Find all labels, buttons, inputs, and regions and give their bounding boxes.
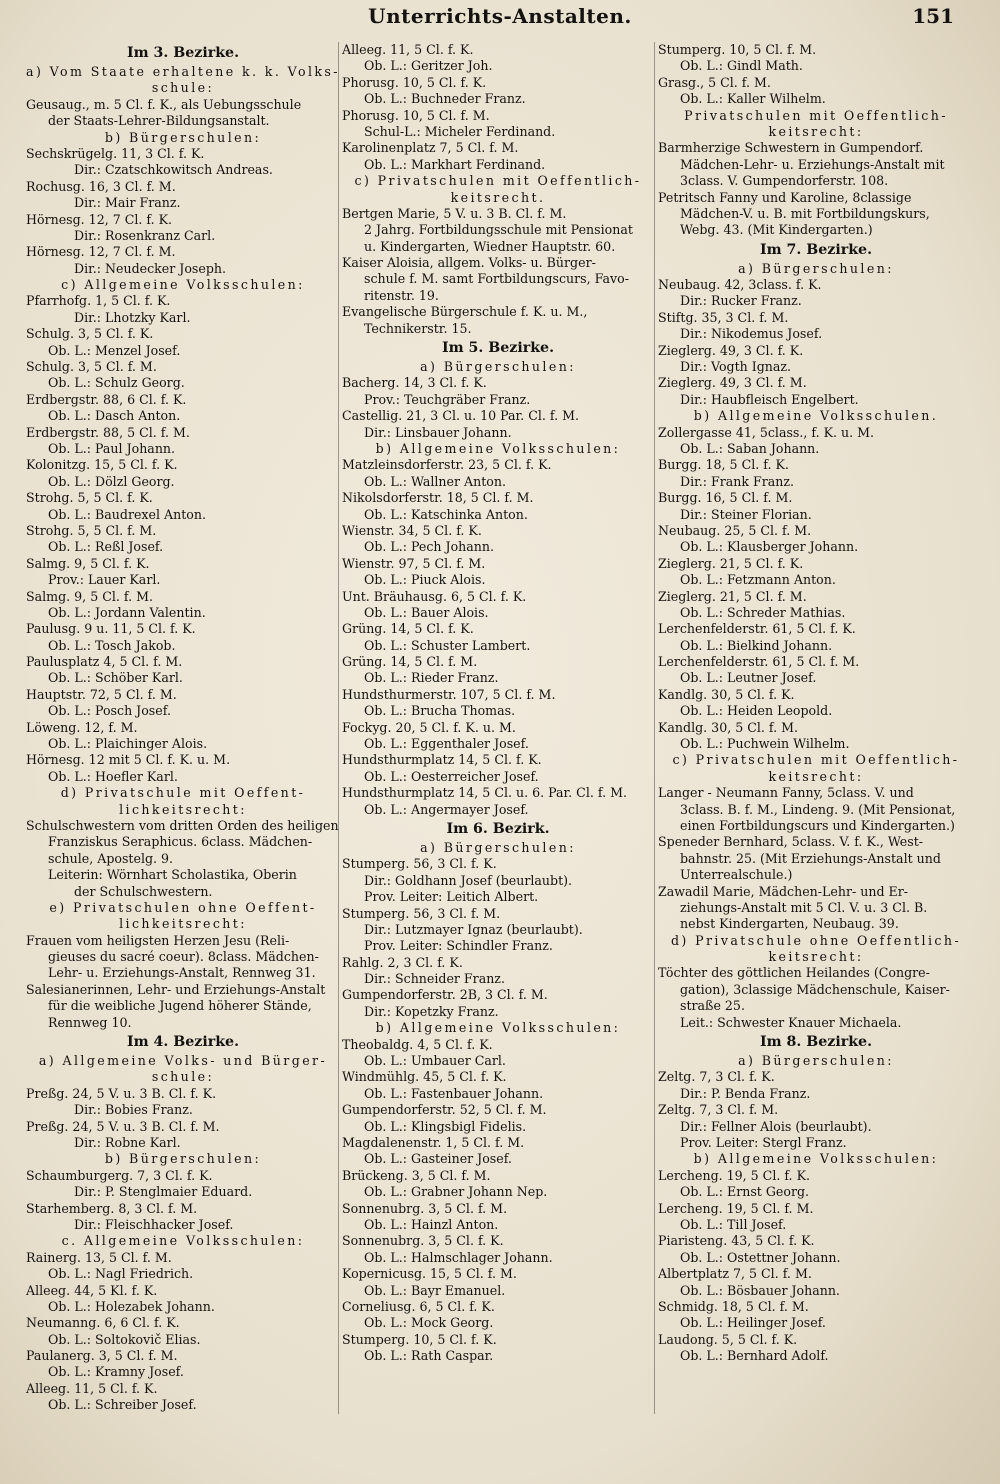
section-heading: lichkeitsrecht: [119, 801, 247, 817]
entry-detail: Ob. L.: Markhart Ferdinand. [364, 156, 546, 172]
section-heading: c) Privatschulen mit Oeffentlich- [354, 173, 642, 189]
school-entry: Zollergasse 41, 5class., f. K. u. M. [658, 424, 875, 440]
school-entry: Grüng. 14, 5 Cl. f. K. [342, 621, 474, 637]
entry-detail: Ob. L.: Bauer Alois. [364, 604, 489, 620]
school-entry: Hauptstr. 72, 5 Cl. f. M. [26, 686, 177, 702]
school-entry: Grasg., 5 Cl. f. M. [658, 74, 771, 90]
column-divider [654, 42, 655, 1414]
section-heading: a) Bürgerschulen: [738, 260, 894, 276]
entry-detail: einen Fortbildungscurs und Kindergarten.) [680, 817, 955, 833]
entry-detail: Dir.: Schneider Franz. [364, 971, 505, 987]
school-entry: Magdalenenstr. 1, 5 Cl. f. M. [342, 1135, 525, 1150]
section-heading: lichkeitsrecht: [119, 916, 247, 932]
entry-detail: Ob. L.: Rieder Franz. [364, 670, 499, 686]
entry-detail: Dir.: Frank Franz. [680, 473, 795, 489]
school-entry: Strohg. 5, 5 Cl. f. K. [26, 490, 153, 506]
entry-detail: straße 25. [680, 998, 745, 1014]
entry-detail: schule, Apostelg. 9. [48, 850, 174, 866]
entry-detail: Ob. L.: Wallner Anton. [364, 473, 506, 489]
school-entry: Kandlg. 30, 5 Cl. f. K. [658, 686, 795, 702]
entry-detail: Dir.: Lhotzky Karl. [74, 309, 191, 325]
entry-detail: Ob. L.: Grabner Johann Nep. [364, 1184, 548, 1200]
entry-detail: 3class. B. f. M., Lindeng. 9. (Mit Pensionat, [680, 801, 956, 817]
school-entry: Neubaug. 42, 3class. f. K. [658, 277, 822, 293]
entry-detail: Dir.: Bobies Franz. [74, 1102, 193, 1118]
entry-detail: Ob. L.: Gindl Math. [680, 58, 803, 74]
entry-detail: Dir.: Kopetzky Franz. [364, 1003, 499, 1019]
section-heading: e) Privatschulen ohne Oeffent- [49, 899, 317, 915]
entry-detail: Ob. L.: Oesterreicher Josef. [364, 768, 539, 784]
section-heading: b) Allgemeine Volksschulen: [693, 1151, 939, 1167]
school-entry: Stumperg. 10, 5 Cl. f. K. [342, 1331, 497, 1347]
entry-detail: Ob. L.: Katschinka Anton. [364, 506, 528, 522]
school-entry: Phorusg. 10, 5 Cl. f. M. [342, 107, 490, 123]
school-entry: Töchter des göttlichen Heilandes (Congre- [658, 965, 930, 981]
page-number: 151 [912, 4, 954, 28]
school-entry: Barmherzige Schwestern in Gumpendorf. [658, 140, 924, 156]
section-heading: a) Bürgerschulen: [420, 359, 576, 375]
school-entry: Schaumburgerg. 7, 3 Cl. f. K. [26, 1167, 213, 1183]
school-entry: Lercheng. 19, 5 Cl. f. M. [658, 1200, 814, 1216]
school-entry: Salmg. 9, 5 Cl. f. K. [26, 555, 150, 571]
school-entry: Schulschwestern vom dritten Orden des heiligen [26, 817, 339, 833]
entry-detail: Prov.: Teuchgräber Franz. [364, 391, 531, 407]
entry-detail: der Schulschwestern. [74, 883, 213, 899]
entry-detail: Ob. L.: Jordann Valentin. [48, 604, 206, 620]
school-entry: Bertgen Marie, 5 V. u. 3 B. Cl. f. M. [342, 205, 567, 221]
school-entry: Petritsch Fanny und Karoline, 8classige [658, 189, 912, 205]
school-entry: Kopernicusg. 15, 5 Cl. f. M. [342, 1266, 517, 1282]
school-entry: Karolinenplatz 7, 5 Cl. f. M. [342, 140, 519, 156]
school-entry: Hundsthurmplatz 14, 5 Cl. u. 6. Par. Cl. f. M. [342, 785, 627, 801]
school-entry: Castellig. 21, 3 Cl. u. 10 Par. Cl. f. M. [342, 408, 579, 424]
entry-detail: Dir.: P. Stenglmaier Eduard. [74, 1184, 253, 1200]
entry-detail: Leiterin: Wörnhart Scholastika, Oberin [48, 867, 297, 883]
entry-detail: Ob. L.: Schreder Mathias. [680, 604, 846, 620]
school-entry: Stumperg. 56, 3 Cl. f. K. [342, 856, 497, 872]
school-entry: Matzleinsdorferstr. 23, 5 Cl. f. K. [342, 457, 552, 473]
school-entry: Brückeng. 3, 5 Cl. f. M. [342, 1167, 491, 1183]
entry-detail: Ob. L.: Heiden Leopold. [680, 703, 833, 719]
school-entry: Sechskrügelg. 11, 3 Cl. f. K. [26, 145, 205, 161]
entry-detail: Dir.: Czatschkowitsch Andreas. [74, 162, 273, 178]
entry-detail: Dir.: Neudecker Joseph. [74, 260, 226, 276]
section-heading: keitsrecht: [768, 123, 864, 139]
school-entry: Windmühlg. 45, 5 Cl. f. K. [342, 1069, 507, 1085]
school-entry: Gumpendorferstr. 2B, 3 Cl. f. M. [342, 987, 548, 1003]
school-entry: Hörnesg. 12 mit 5 Cl. f. K. u. M. [26, 752, 231, 768]
entry-detail: Ob. L.: Rath Caspar. [364, 1348, 494, 1364]
text-column-right [658, 42, 974, 1364]
entry-detail: Ob. L.: Bayr Emanuel. [364, 1282, 506, 1298]
entry-detail: Ob. L.: Kaller Wilhelm. [680, 91, 826, 107]
text-column-left [26, 42, 340, 1414]
entry-detail: Dir.: Rosenkranz Carl. [74, 227, 216, 243]
entry-detail: Ob. L.: Heilinger Josef. [680, 1315, 826, 1331]
entry-detail: Dir.: Haubfleisch Engelbert. [680, 391, 859, 407]
school-entry: Zieglerg. 21, 5 Cl. f. K. [658, 555, 804, 571]
school-entry: Phorusg. 10, 5 Cl. f. K. [342, 74, 487, 90]
school-entry: Piaristeng. 43, 5 Cl. f. K. [658, 1233, 815, 1249]
school-entry: Evangelische Bürgerschule f. K. u. M., [342, 304, 588, 320]
entry-detail: Franziskus Seraphicus. 6class. Mädchen- [48, 834, 313, 850]
entry-detail: gation), 3classige Mädchenschule, Kaiser- [680, 981, 950, 997]
entry-detail: Prov. Leiter: Leitich Albert. [364, 889, 539, 905]
section-heading: b) Allgemeine Volksschulen. [693, 408, 939, 424]
entry-detail: Webg. 43. (Mit Kindergarten.) [680, 222, 873, 238]
entry-detail: nebst Kindergarten, Neubaug. 39. [680, 916, 899, 932]
entry-detail: Technikerstr. 15. [364, 320, 472, 336]
school-entry: Fockyg. 20, 5 Cl. f. K. u. M. [342, 719, 516, 735]
entry-detail: Ob. L.: Dölzl Georg. [48, 473, 175, 489]
school-entry: Alleeg. 11, 5 Cl. f. K. [26, 1380, 158, 1396]
section-heading: schule: [151, 1069, 215, 1085]
entry-detail: Ob. L.: Schöber Karl. [48, 670, 183, 686]
district-heading: Im 3. Bezirke. [126, 45, 240, 61]
entry-detail: Ob. L.: Hainzl Anton. [364, 1216, 499, 1232]
entry-detail: Ob. L.: Bösbauer Johann. [680, 1282, 840, 1298]
page-title: Unterrichts-Anstalten. [368, 4, 632, 28]
school-entry: Zawadil Marie, Mädchen-Lehr- und Er- [658, 883, 908, 899]
entry-detail: Dir.: Robne Karl. [74, 1135, 181, 1150]
entry-detail: Ob. L.: Angermayer Josef. [364, 801, 529, 817]
entry-detail: Dir.: Goldhann Josef (beurlaubt). [364, 872, 573, 888]
school-entry: Wienstr. 97, 5 Cl. f. M. [342, 555, 486, 571]
school-entry: Laudong. 5, 5 Cl. f. K. [658, 1331, 798, 1347]
entry-detail: ritenstr. 19. [364, 287, 439, 303]
school-entry: Grüng. 14, 5 Cl. f. M. [342, 654, 478, 670]
school-entry: Schmidg. 18, 5 Cl. f. M. [658, 1298, 809, 1314]
entry-detail: Ob. L.: Ostettner Johann. [680, 1249, 841, 1265]
entry-detail: Ob. L.: Puchwein Wilhelm. [680, 736, 850, 752]
text-column-middle [342, 42, 654, 1364]
school-entry: Burgg. 16, 5 Cl. f. M. [658, 490, 793, 506]
entry-detail: Ob. L.: Baudrexel Anton. [48, 506, 206, 522]
school-entry: Sonnenubrg. 3, 5 Cl. f. M. [342, 1200, 508, 1216]
district-heading: Im 8. Bezirke. [759, 1034, 873, 1051]
entry-detail: Mädchen-Lehr- u. Erziehungs-Anstalt mit [680, 156, 945, 172]
school-entry: Zeltg. 7, 3 Cl. f. K. [658, 1069, 775, 1085]
school-entry: Alleeg. 44, 5 Kl. f. K. [26, 1282, 158, 1298]
school-entry: Wienstr. 34, 5 Cl. f. K. [342, 522, 482, 538]
section-heading: b) Bürgerschulen: [104, 129, 262, 145]
entry-detail: Mädchen-V. u. B. mit Fortbildungskurs, [680, 205, 930, 221]
school-entry: Unt. Bräuhausg. 6, 5 Cl. f. K. [342, 588, 527, 604]
section-heading: keitsrecht. [450, 189, 546, 205]
entry-detail: Ob. L.: Kramny Josef. [48, 1364, 184, 1380]
school-entry: Zieglerg. 21, 5 Cl. f. M. [658, 588, 807, 604]
entry-detail: Ob. L.: Gasteiner Josef. [364, 1151, 512, 1167]
school-entry: Kaiser Aloisia, allgem. Volks- u. Bürger- [342, 255, 596, 271]
entry-detail: gieuses du sacré coeur). 8class. Mädchen- [48, 949, 319, 965]
section-heading: b) Bürgerschulen: [104, 1151, 262, 1167]
entry-detail: Ob. L.: Fetzmann Anton. [680, 572, 836, 588]
entry-detail: Dir.: Vogth Ignaz. [680, 359, 792, 375]
entry-detail: Ob. L.: Bielkind Johann. [680, 637, 833, 653]
school-entry: Lerchenfelderstr. 61, 5 Cl. f. K. [658, 621, 856, 637]
school-entry: Löweng. 12, f. M. [26, 719, 138, 735]
entry-detail: 2 Jahrg. Fortbildungsschule mit Pensionat [364, 222, 633, 238]
entry-detail: Ob. L.: Menzel Josef. [48, 342, 181, 358]
school-entry: Bacherg. 14, 3 Cl. f. K. [342, 375, 487, 391]
school-entry: Corneliusg. 6, 5 Cl. f. K. [342, 1298, 495, 1314]
entry-detail: der Staats-Lehrer-Bildungsanstalt. [48, 113, 270, 129]
school-entry: Frauen vom heiligsten Herzen Jesu (Reli- [26, 932, 290, 948]
entry-detail: Ob. L.: Piuck Alois. [364, 572, 486, 588]
entry-detail: Ob. L.: Geritzer Joh. [364, 58, 493, 74]
entry-detail: Dir.: Fleischhacker Josef. [74, 1216, 234, 1232]
entry-detail: Dir.: P. Benda Franz. [680, 1085, 811, 1101]
school-entry: Paulanerg. 3, 5 Cl. f. M. [26, 1348, 178, 1364]
school-entry: Paulusg. 9 u. 11, 5 Cl. f. K. [26, 621, 196, 637]
school-entry: Neubaug. 25, 5 Cl. f. M. [658, 522, 812, 538]
school-entry: Neumanng. 6, 6 Cl. f. K. [26, 1315, 180, 1331]
school-entry: Burgg. 18, 5 Cl. f. K. [658, 457, 789, 473]
school-entry: Pfarrhofg. 1, 5 Cl. f. K. [26, 293, 171, 309]
entry-detail: bahnstr. 25. (Mit Erziehungs-Anstalt und [680, 850, 941, 866]
district-heading: Im 4. Bezirke. [126, 1034, 240, 1051]
entry-detail: Ob. L.: Nagl Friedrich. [48, 1266, 194, 1282]
entry-detail: Ob. L.: Umbauer Carl. [364, 1053, 506, 1069]
entry-detail: Ob. L.: Plaichinger Alois. [48, 736, 208, 752]
entry-detail: Ob. L.: Hoefler Karl. [48, 768, 178, 784]
entry-detail: Ob. L.: Ernst Georg. [680, 1184, 810, 1200]
entry-detail: Ob. L.: Pech Johann. [364, 539, 495, 555]
entry-detail: Ob. L.: Till Josef. [680, 1216, 787, 1232]
section-heading: d) Privatschule mit Oeffent- [60, 785, 306, 801]
school-entry: Zeltg. 7, 3 Cl. f. M. [658, 1102, 779, 1118]
entry-detail: Dir.: Fellner Alois (beurlaubt). [680, 1118, 872, 1134]
entry-detail: Ob. L.: Saban Johann. [680, 440, 820, 456]
school-entry: Kandlg. 30, 5 Cl. f. M. [658, 719, 799, 735]
entry-detail: Ob. L.: Reßl Josef. [48, 539, 164, 555]
section-heading: c. Allgemeine Volksschulen: [61, 1233, 305, 1249]
school-entry: Erdbergstr. 88, 6 Cl. f. K. [26, 391, 187, 407]
entry-detail: Ob. L.: Schuster Lambert. [364, 637, 531, 653]
section-heading: keitsrecht: [768, 949, 864, 965]
entry-detail: Ob. L.: Brucha Thomas. [364, 703, 516, 719]
entry-detail: Prov.: Lauer Karl. [48, 572, 161, 588]
school-entry: Albertplatz 7, 5 Cl. f. M. [658, 1266, 812, 1282]
entry-detail: ziehungs-Anstalt mit 5 Cl. V. u. 3 Cl. B. [680, 899, 928, 915]
school-entry: Lerchenfelderstr. 61, 5 Cl. f. M. [658, 654, 860, 670]
school-entry: Hundsthurmplatz 14, 5 Cl. f. K. [342, 752, 542, 768]
entry-detail: Schul-L.: Micheler Ferdinand. [364, 123, 556, 139]
school-entry: Schulg. 3, 5 Cl. f. M. [26, 359, 157, 375]
entry-detail: Ob. L.: Bernhard Adolf. [680, 1348, 829, 1364]
entry-detail: Leit.: Schwester Knauer Michaela. [680, 1014, 902, 1030]
entry-detail: Ob. L.: Paul Johann. [48, 440, 176, 456]
entry-detail: Ob. L.: Schulz Georg. [48, 375, 185, 391]
entry-detail: Ob. L.: Halmschlager Johann. [364, 1249, 553, 1265]
section-heading: schule: [151, 80, 215, 96]
entry-detail: Dir.: Steiner Florian. [680, 506, 812, 522]
district-heading: Im 7. Bezirke. [759, 241, 873, 258]
entry-detail: Ob. L.: Soltokovič Elias. [48, 1331, 201, 1347]
entry-detail: 3class. V. Gumpendorferstr. 108. [680, 173, 889, 189]
school-entry: Zieglerg. 49, 3 Cl. f. K. [658, 342, 804, 358]
entry-detail: Prov. Leiter: Schindler Franz. [364, 938, 553, 954]
school-entry: Rochusg. 16, 3 Cl. f. M. [26, 178, 176, 194]
entry-detail: Unterrealschule.) [680, 867, 793, 883]
school-entry: Hörnesg. 12, 7 Cl. f. K. [26, 211, 173, 227]
school-entry: Theobaldg. 4, 5 Cl. f. K. [342, 1036, 493, 1052]
school-entry: Langer - Neumann Fanny, 5class. V. und [658, 785, 914, 801]
section-heading: d) Privatschule ohne Oeffentlich- [670, 932, 962, 948]
section-heading: a) Bürgerschulen: [420, 839, 576, 855]
entry-detail: schule f. M. samt Fortbildungscurs, Favo- [364, 271, 629, 287]
school-entry: Nikolsdorferstr. 18, 5 Cl. f. M. [342, 490, 534, 506]
entry-detail: Dir.: Linsbauer Johann. [364, 424, 512, 440]
entry-detail: Rennweg 10. [48, 1014, 132, 1030]
school-entry: Preßg. 24, 5 V. u. 3 B. Cl. f. K. [26, 1085, 217, 1101]
school-entry: Alleeg. 11, 5 Cl. f. K. [342, 42, 474, 57]
entry-detail: Ob. L.: Klausberger Johann. [680, 539, 859, 555]
section-heading: c) Allgemeine Volksschulen: [61, 277, 305, 293]
section-heading: Privatschulen mit Oeffentlich- [684, 107, 948, 123]
entry-detail: Ob. L.: Mock Georg. [364, 1315, 494, 1331]
school-entry: Kolonitzg. 15, 5 Cl. f. K. [26, 457, 178, 473]
school-entry: Rahlg. 2, 3 Cl. f. K. [342, 954, 463, 970]
entry-detail: u. Kindergarten, Wiedner Hauptstr. 60. [364, 238, 616, 254]
school-entry: Speneder Bernhard, 5class. V. f. K., West- [658, 834, 924, 850]
entry-detail: Ob. L.: Buchneder Franz. [364, 91, 526, 107]
school-entry: Erdbergstr. 88, 5 Cl. f. M. [26, 424, 190, 440]
school-entry: Salmg. 9, 5 Cl. f. M. [26, 588, 153, 604]
school-entry: Sonnenubrg. 3, 5 Cl. f. K. [342, 1233, 504, 1249]
school-entry: Stumperg. 56, 3 Cl. f. M. [342, 905, 501, 921]
entry-detail: Ob. L.: Klingsbigl Fidelis. [364, 1118, 527, 1134]
school-entry: Paulusplatz 4, 5 Cl. f. M. [26, 654, 183, 670]
school-entry: Preßg. 24, 5 V. u. 3 B. Cl. f. M. [26, 1118, 220, 1134]
entry-detail: Ob. L.: Tosch Jakob. [48, 637, 176, 653]
entry-detail: Ob. L.: Leutner Josef. [680, 670, 817, 686]
school-entry: Rainerg. 13, 5 Cl. f. M. [26, 1249, 172, 1265]
school-entry: Starhemberg. 8, 3 Cl. f. M. [26, 1200, 198, 1216]
school-entry: Geusaug., m. 5 Cl. f. K., als Uebungsschule [26, 96, 302, 112]
school-entry: Schulg. 3, 5 Cl. f. K. [26, 326, 154, 342]
school-entry: Hörnesg. 12, 7 Cl. f. M. [26, 244, 176, 260]
entry-detail: Dir.: Rucker Franz. [680, 293, 802, 309]
school-entry: Stiftg. 35, 3 Cl. f. M. [658, 309, 789, 325]
entry-detail: Ob. L.: Dasch Anton. [48, 408, 181, 424]
entry-detail: Prov. Leiter: Stergl Franz. [680, 1135, 847, 1150]
section-heading: b) Allgemeine Volksschulen: [375, 440, 621, 456]
school-entry: Gumpendorferstr. 52, 5 Cl. f. M. [342, 1102, 547, 1118]
section-heading: keitsrecht: [768, 768, 864, 784]
section-heading: b) Allgemeine Volksschulen: [375, 1020, 621, 1036]
entry-detail: Lehr- u. Erziehungs-Anstalt, Rennweg 31. [48, 965, 316, 981]
entry-detail: Ob. L.: Holezabek Johann. [48, 1298, 215, 1314]
section-heading: c) Privatschulen mit Oeffentlich- [672, 752, 960, 768]
entry-detail: Dir.: Lutzmayer Ignaz (beurlaubt). [364, 921, 583, 937]
section-heading: a) Bürgerschulen: [738, 1053, 894, 1069]
district-heading: Im 5. Bezirke. [441, 340, 555, 357]
entry-detail: Ob. L.: Eggenthaler Josef. [364, 736, 529, 752]
entry-detail: für die weibliche Jugend höherer Stände, [48, 998, 312, 1014]
entry-detail: Ob. L.: Schreiber Josef. [48, 1397, 197, 1413]
section-heading: a) Vom Staate erhaltene k. k. Volks- [26, 64, 340, 79]
section-heading: a) Allgemeine Volks- und Bürger- [38, 1053, 328, 1069]
entry-detail: Ob. L.: Fastenbauer Johann. [364, 1085, 544, 1101]
school-entry: Hundsthurmerstr. 107, 5 Cl. f. M. [342, 686, 556, 702]
school-entry: Salesianerinnen, Lehr- und Erziehungs-Anstalt [26, 981, 326, 997]
entry-detail: Ob. L.: Posch Josef. [48, 703, 171, 719]
school-entry: Lercheng. 19, 5 Cl. f. K. [658, 1167, 810, 1183]
school-entry: Stumperg. 10, 5 Cl. f. M. [658, 42, 817, 57]
entry-detail: Dir.: Nikodemus Josef. [680, 326, 823, 342]
entry-detail: Dir.: Mair Franz. [74, 195, 181, 211]
district-heading: Im 6. Bezirk. [446, 820, 550, 837]
school-entry: Zieglerg. 49, 3 Cl. f. M. [658, 375, 807, 391]
school-entry: Strohg. 5, 5 Cl. f. M. [26, 522, 157, 538]
